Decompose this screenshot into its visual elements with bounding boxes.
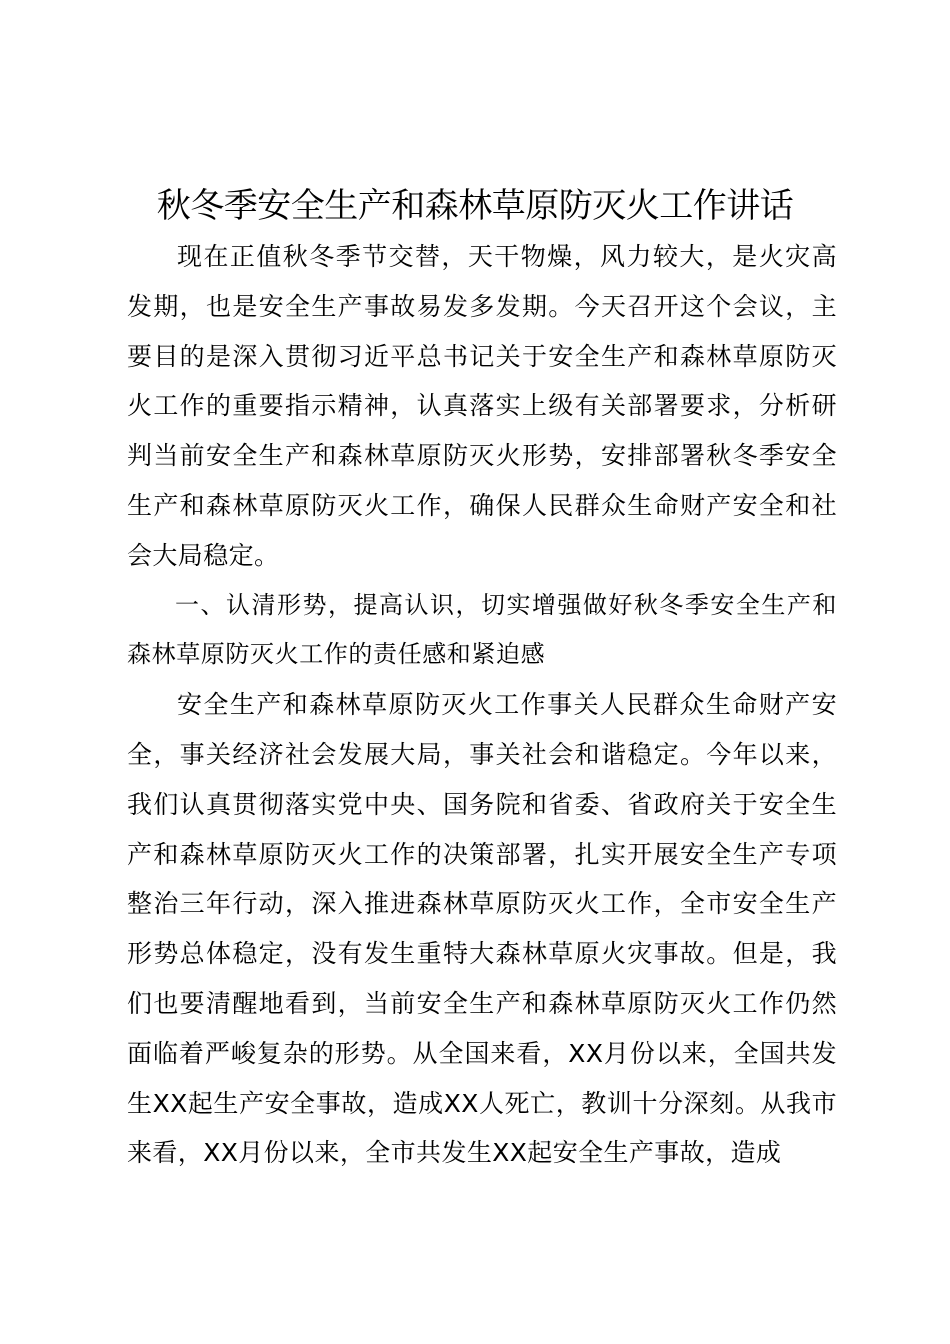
section-1-paragraph: 安全生产和森林草原防灭火工作事关人民群众生命财产安全，事关经济社会发展大局，事关社会和谐稳定。今年以来，我们认真贯彻落实党中央、国务院和省委、省政府关于安全生产和森林草原防灭火工作的决策部署，扎实开展安全生产专项整治三年行动，深入推进森林草原防灭火工作，全市安全生产形势总体稳定，没有发生重特大森林草原火灾事故。但是，我们也要清醒地看到，当前安全生产和森林草原防灭火工作仍然面临着严峻复杂的形势。从全国来看，XX月份以来，全国共发生XX起生产安全事故，造成XX人死亡，教训十分深刻。从我市来看，XX月份以来，全市共发生XX起安全生产事故，造成 <box>127 690 837 1168</box>
document-body <box>127 232 837 1178</box>
intro-paragraph: 现在正值秋冬季节交替，天干物燥，风力较大，是火灾高发期，也是安全生产事故易发多发期。今天召开这个会议，主要目的是深入贯彻习近平总书记关于安全生产和森林草原防灭火工作的重要指示精神，认真落实上级有关部署要求，分析研判当前安全生产和森林草原防灭火形势，安排部署秋冬季安全生产和森林草原防灭火工作，确保人民群众生命财产安全和社会大局稳定。 <box>127 242 837 570</box>
document-title: 秋冬季安全生产和森林草原防灭火工作讲话 <box>156 186 794 226</box>
section-heading-1: 一、认清形势，提高认识，切实增强做好秋冬季安全生产和森林草原防灭火工作的责任感和紧迫感 <box>127 590 837 669</box>
